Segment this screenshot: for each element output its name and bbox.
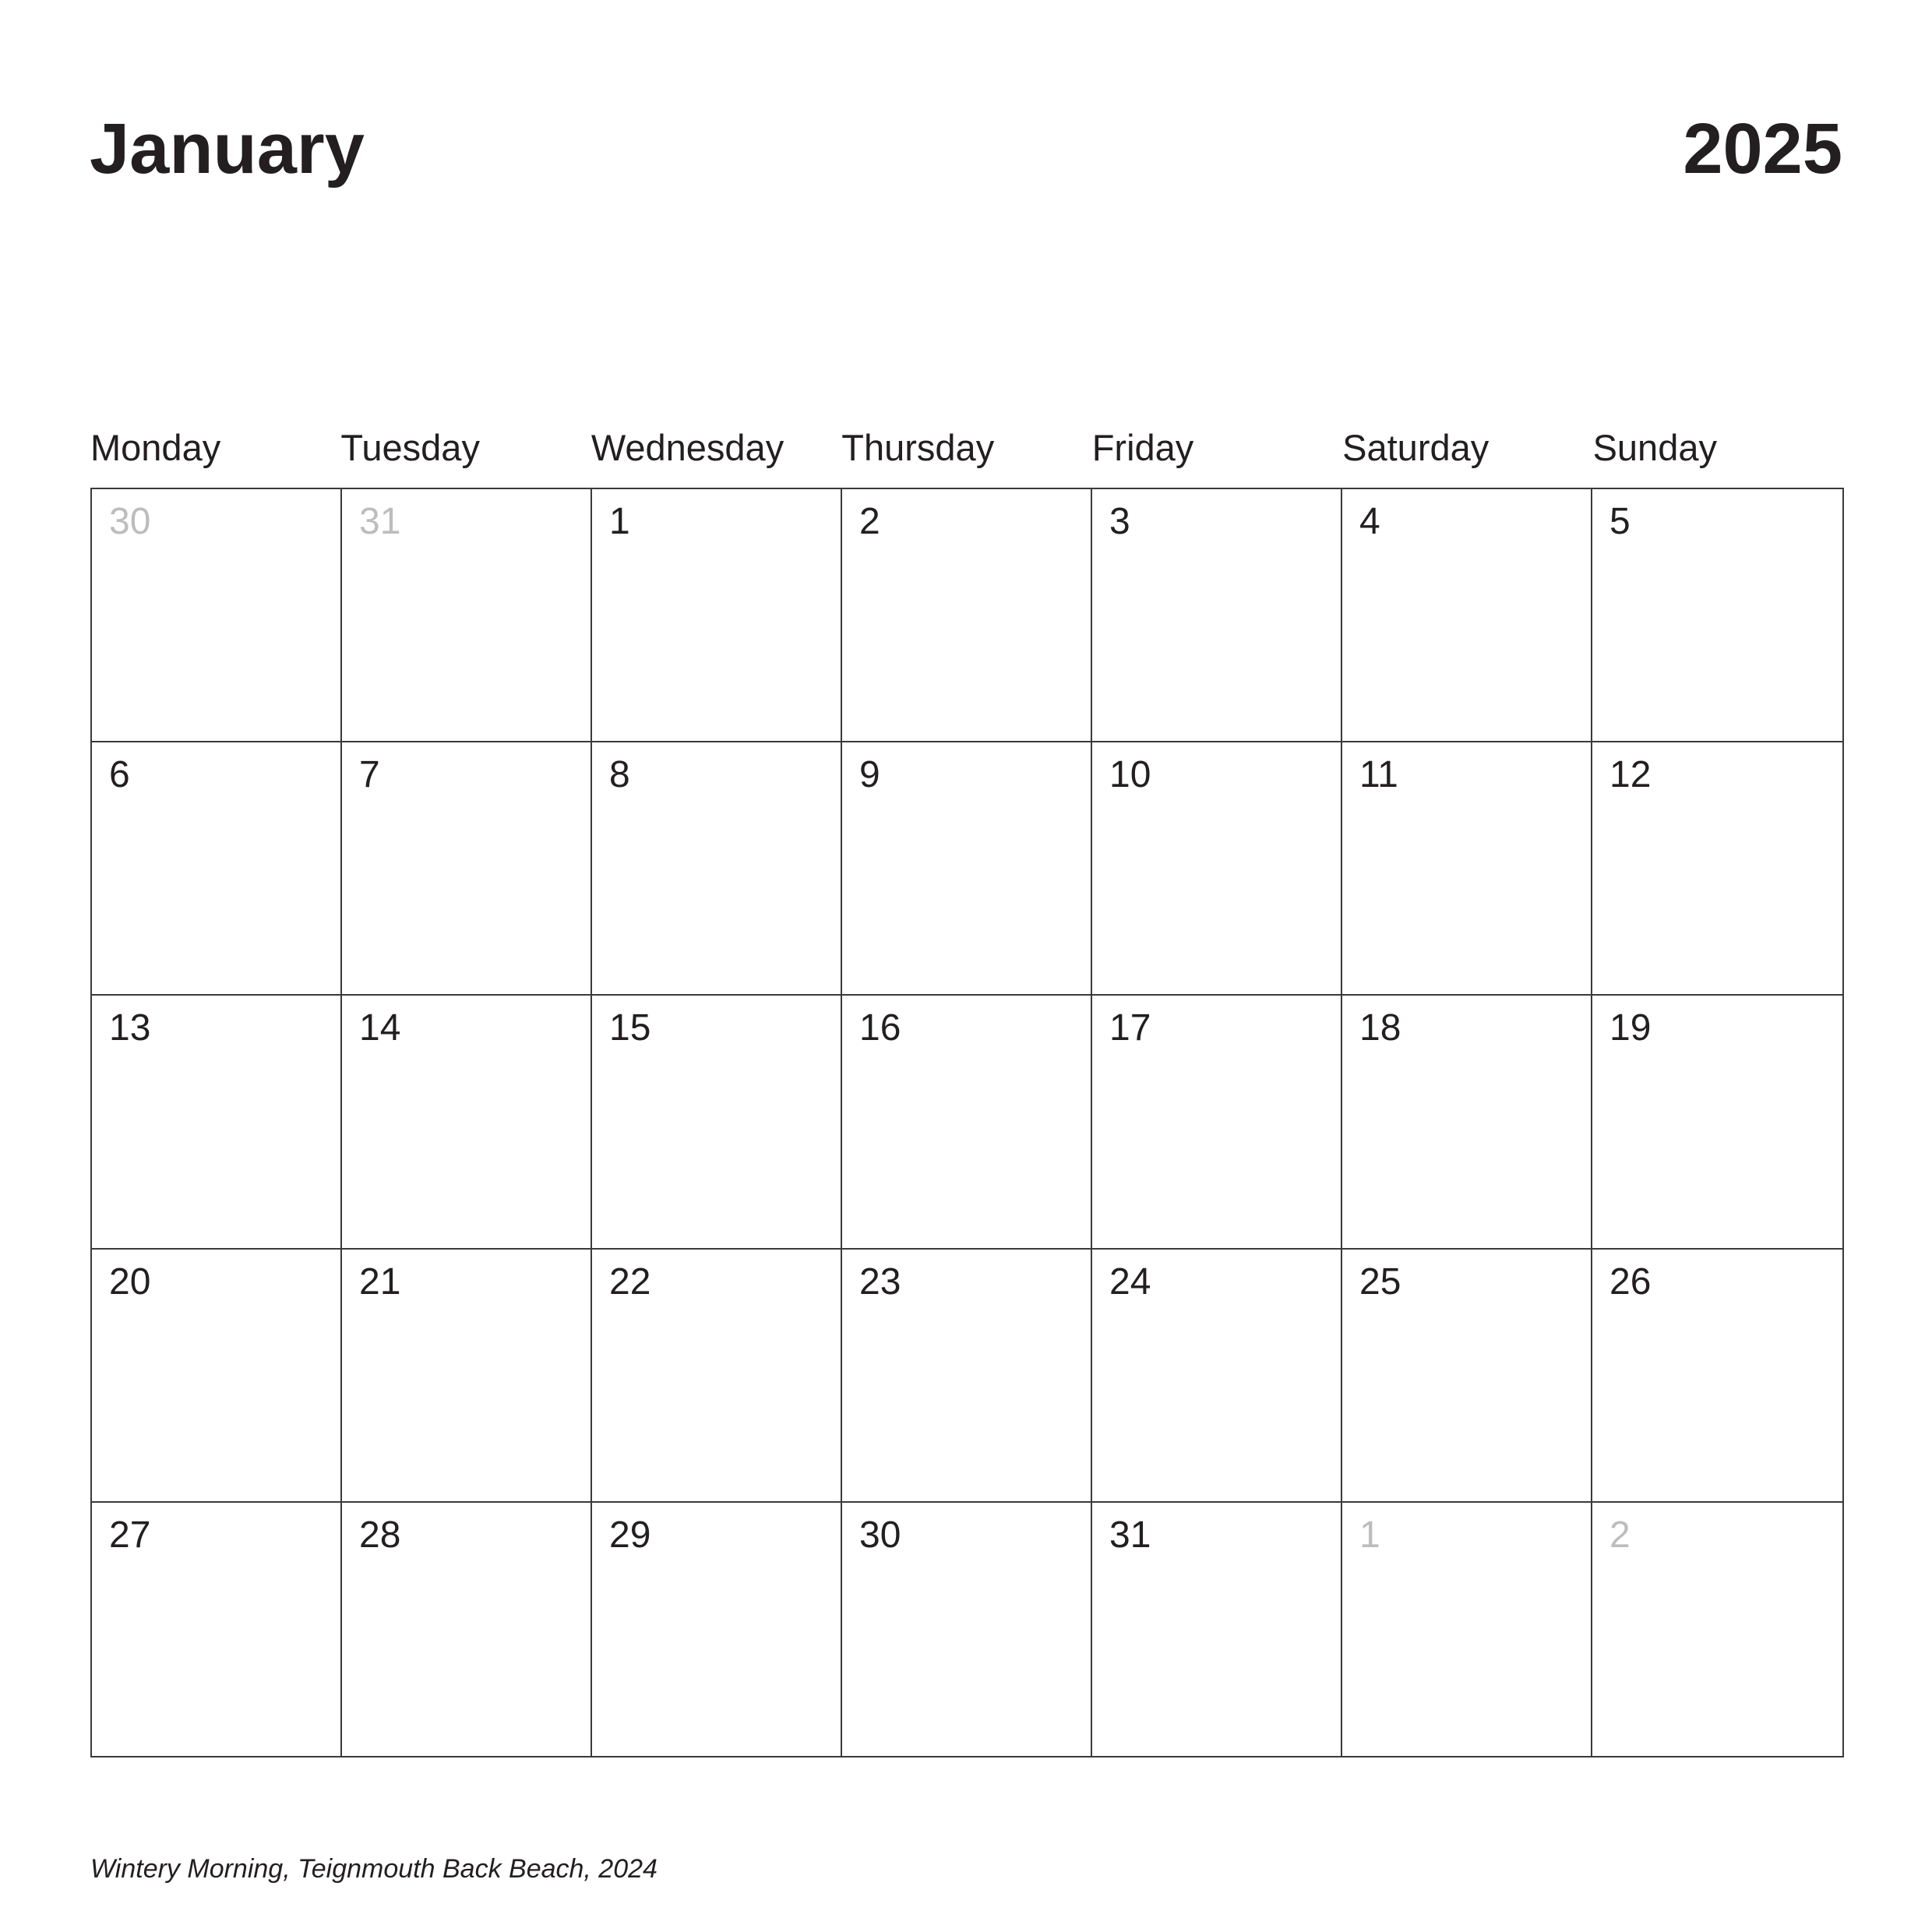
calendar-day-cell — [1092, 996, 1342, 1249]
weekday-thursday: Thursday — [841, 427, 995, 468]
day-number: 2 — [1609, 1514, 1631, 1556]
weekday-saturday: Saturday — [1342, 427, 1490, 468]
day-number: 23 — [859, 1260, 901, 1303]
day-number: 12 — [1609, 754, 1652, 796]
day-number: 2 — [859, 501, 880, 542]
day-number: 18 — [1359, 1007, 1401, 1049]
calendar-day-cell — [1092, 742, 1342, 996]
calendar-day-cell — [1092, 1250, 1342, 1503]
day-number: 16 — [859, 1007, 901, 1049]
calendar-day-cell — [92, 489, 342, 742]
calendar-day-cell — [92, 742, 342, 996]
day-number: 8 — [609, 754, 630, 796]
day-number: 31 — [359, 501, 401, 542]
day-number: 3 — [1109, 501, 1130, 542]
calendar-day-cell — [342, 489, 592, 742]
weekday-monday: Monday — [90, 427, 221, 468]
day-number: 7 — [359, 754, 380, 796]
weekday-wednesday: Wednesday — [591, 427, 784, 468]
calendar-day-cell — [1592, 996, 1842, 1249]
calendar-day-cell — [92, 1250, 342, 1503]
day-number: 17 — [1109, 1007, 1151, 1049]
calendar-day-cell — [1342, 489, 1592, 742]
calendar-day-cell — [592, 1250, 842, 1503]
calendar-day-cell — [1592, 489, 1842, 742]
calendar-day-cell — [1342, 996, 1592, 1249]
day-number: 26 — [1609, 1260, 1652, 1303]
day-number: 28 — [359, 1514, 401, 1556]
day-number: 10 — [1109, 754, 1151, 796]
day-number: 29 — [609, 1514, 651, 1556]
day-number: 30 — [859, 1514, 901, 1556]
day-number: 5 — [1609, 501, 1631, 542]
calendar-day-cell — [1092, 489, 1342, 742]
day-number: 21 — [359, 1260, 401, 1303]
day-number: 22 — [609, 1260, 651, 1303]
day-number: 14 — [359, 1007, 401, 1049]
weekday-header-row — [90, 425, 1843, 471]
day-number: 4 — [1359, 501, 1380, 542]
calendar-day-cell — [842, 1503, 1092, 1756]
calendar-day-cell — [592, 996, 842, 1249]
weekday-friday: Friday — [1091, 427, 1194, 468]
day-number: 25 — [1359, 1260, 1401, 1303]
calendar-day-cell — [1592, 742, 1842, 996]
calendar-day-cell — [592, 489, 842, 742]
calendar-day-cell — [342, 1503, 592, 1756]
day-number: 9 — [859, 754, 880, 796]
day-number: 1 — [1359, 1514, 1380, 1556]
weekday-tuesday: Tuesday — [340, 427, 480, 468]
day-number: 13 — [109, 1007, 151, 1049]
calendar-day-cell — [92, 996, 342, 1249]
day-number: 19 — [1609, 1007, 1652, 1049]
calendar-day-cell — [1092, 1503, 1342, 1756]
day-number: 30 — [109, 501, 151, 542]
photo-caption: Wintery Morning, Teignmouth Back Beach, 2024 — [90, 1854, 658, 1884]
day-number: 27 — [109, 1514, 151, 1556]
day-number: 6 — [109, 754, 130, 796]
calendar-day-cell — [1342, 1250, 1592, 1503]
calendar-day-cell — [842, 489, 1092, 742]
calendar-day-cell — [342, 742, 592, 996]
calendar-day-cell — [842, 742, 1092, 996]
day-number: 1 — [609, 501, 630, 542]
day-number: 15 — [609, 1007, 651, 1049]
calendar-day-cell — [1592, 1503, 1842, 1756]
calendar-day-cell — [342, 996, 592, 1249]
weekday-sunday: Sunday — [1592, 427, 1717, 468]
calendar-day-cell — [842, 1250, 1092, 1503]
calendar-day-cell — [1592, 1250, 1842, 1503]
day-number: 31 — [1109, 1514, 1151, 1556]
calendar-day-cell — [1342, 1503, 1592, 1756]
day-number: 11 — [1359, 754, 1398, 796]
year-title: 2025 — [1683, 109, 1842, 189]
calendar-day-cell — [592, 742, 842, 996]
calendar-grid — [90, 488, 1844, 1757]
calendar-day-cell — [92, 1503, 342, 1756]
calendar-day-cell — [342, 1250, 592, 1503]
day-number: 20 — [109, 1260, 151, 1303]
calendar-day-cell — [592, 1503, 842, 1756]
calendar-day-cell — [842, 996, 1092, 1249]
calendar-day-cell — [1342, 742, 1592, 996]
day-number: 24 — [1109, 1260, 1151, 1303]
month-title: January — [90, 109, 365, 189]
